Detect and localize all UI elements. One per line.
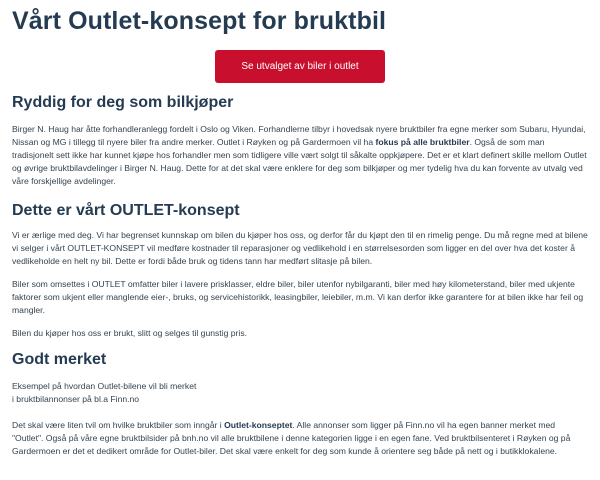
- paragraph-text: . Alle annonser som ligger på Finn.no vil ha egen banner merket med "Outlet". Også på våre egne bruktbilsider på bnh.no vil alle bruktbilene i denne kategorien ligge i en egen fane. Ved bruktbilsenteret i Røyken og på Gardermoen er det et dedikert område for Outlet-biler. Det skal være enkelt for deg som kunde å orientere seg både på nett og i butikklokalene.: [12, 420, 571, 456]
- caption-line: i bruktbilannonser på bl.a Finn.no: [12, 394, 140, 404]
- caption-line: Eksempel på hvordan Outlet-bilene vil bli merket: [12, 381, 197, 391]
- image-caption: [12, 380, 588, 406]
- section-heading: Ryddig for deg som bilkjøper: [12, 94, 234, 111]
- section-outlet-concept: [12, 201, 588, 340]
- paragraph-text: . Også de som man tradisjonelt sett ikke har kunnet kjøpe hos forhandler men som tidligere ville vært solgt til såkalte oppkjøpere. Det er et klart definert skille mellom Outlet og øvrige bruktbilavdelinger i Birger N. Haug. Dette for at det skal være enklere for deg som bilkjøper og mer tydelig hva du kan forvente av utvalg ved våre forskjellige avdelinger.: [12, 137, 587, 186]
- body-paragraph: Bilen du kjøper hos oss er brukt, slitt og selges til gunstig pris.: [12, 328, 248, 338]
- section-well-marked: [12, 350, 588, 458]
- body-paragraph: [12, 123, 588, 188]
- body-paragraph: Biler som omsettes i OUTLET omfatter biler i lavere prisklasser, eldre biler, biler utenfor nybilgaranti, biler med høy kilometerstand, biler med ukjente faktorer som ukjent eller manglende eier-, bruks, og servicehistorikk, leasingbiler, leiebiler, m.m. Vi kan derfor ikke garantere for at bilen ikke har feil og mangler.: [12, 279, 584, 315]
- paragraph-text: Det skal være liten tvil om hvilke bruktbiler som inngår i: [12, 420, 225, 430]
- section-heading: Dette er vårt OUTLET-konsept: [12, 202, 240, 219]
- section-buyer-tidy: [12, 93, 588, 188]
- body-paragraph: Vi er ærlige med deg. Vi har begrenset kunnskap om bilen du kjøper hos oss, og derfor får du kjøpt den til en rimelig penge. Du må regne med at bilene vi selger i vårt OUTLET-KONSEPT vil medføre kostnader til reparasjoner og vedlikehold i en størrelsesorden som ligger en del over hva det koster å vedlikeholde en helt ny bil. Dette er fordi både bruk og tidens tann har medført slitasje på bilen.: [12, 230, 588, 266]
- body-paragraph: [12, 419, 588, 458]
- see-outlet-cars-button[interactable]: Se utvalget av biler i outlet: [215, 50, 384, 83]
- paragraph-text: Birger N. Haug har åtte forhandleranlegg fordelt i Oslo og Viken. Forhandlerne tilbyr i hovedsak nyere bruktbiler fra egne merker som Subaru, Hyundai, Nissan og MG i tillegg til nyere biler fra andre merker. Outlet i Røyken og på Gardermoen vil ha: [12, 124, 586, 147]
- paragraph-bold-text: Outlet-konseptet: [224, 420, 293, 430]
- section-heading: Godt merket: [12, 351, 107, 368]
- page-title: Vårt Outlet-konsept for bruktbil: [12, 7, 387, 35]
- paragraph-bold-text: fokus på alle bruktbiler: [375, 137, 470, 147]
- cta-wrapper: [12, 50, 588, 83]
